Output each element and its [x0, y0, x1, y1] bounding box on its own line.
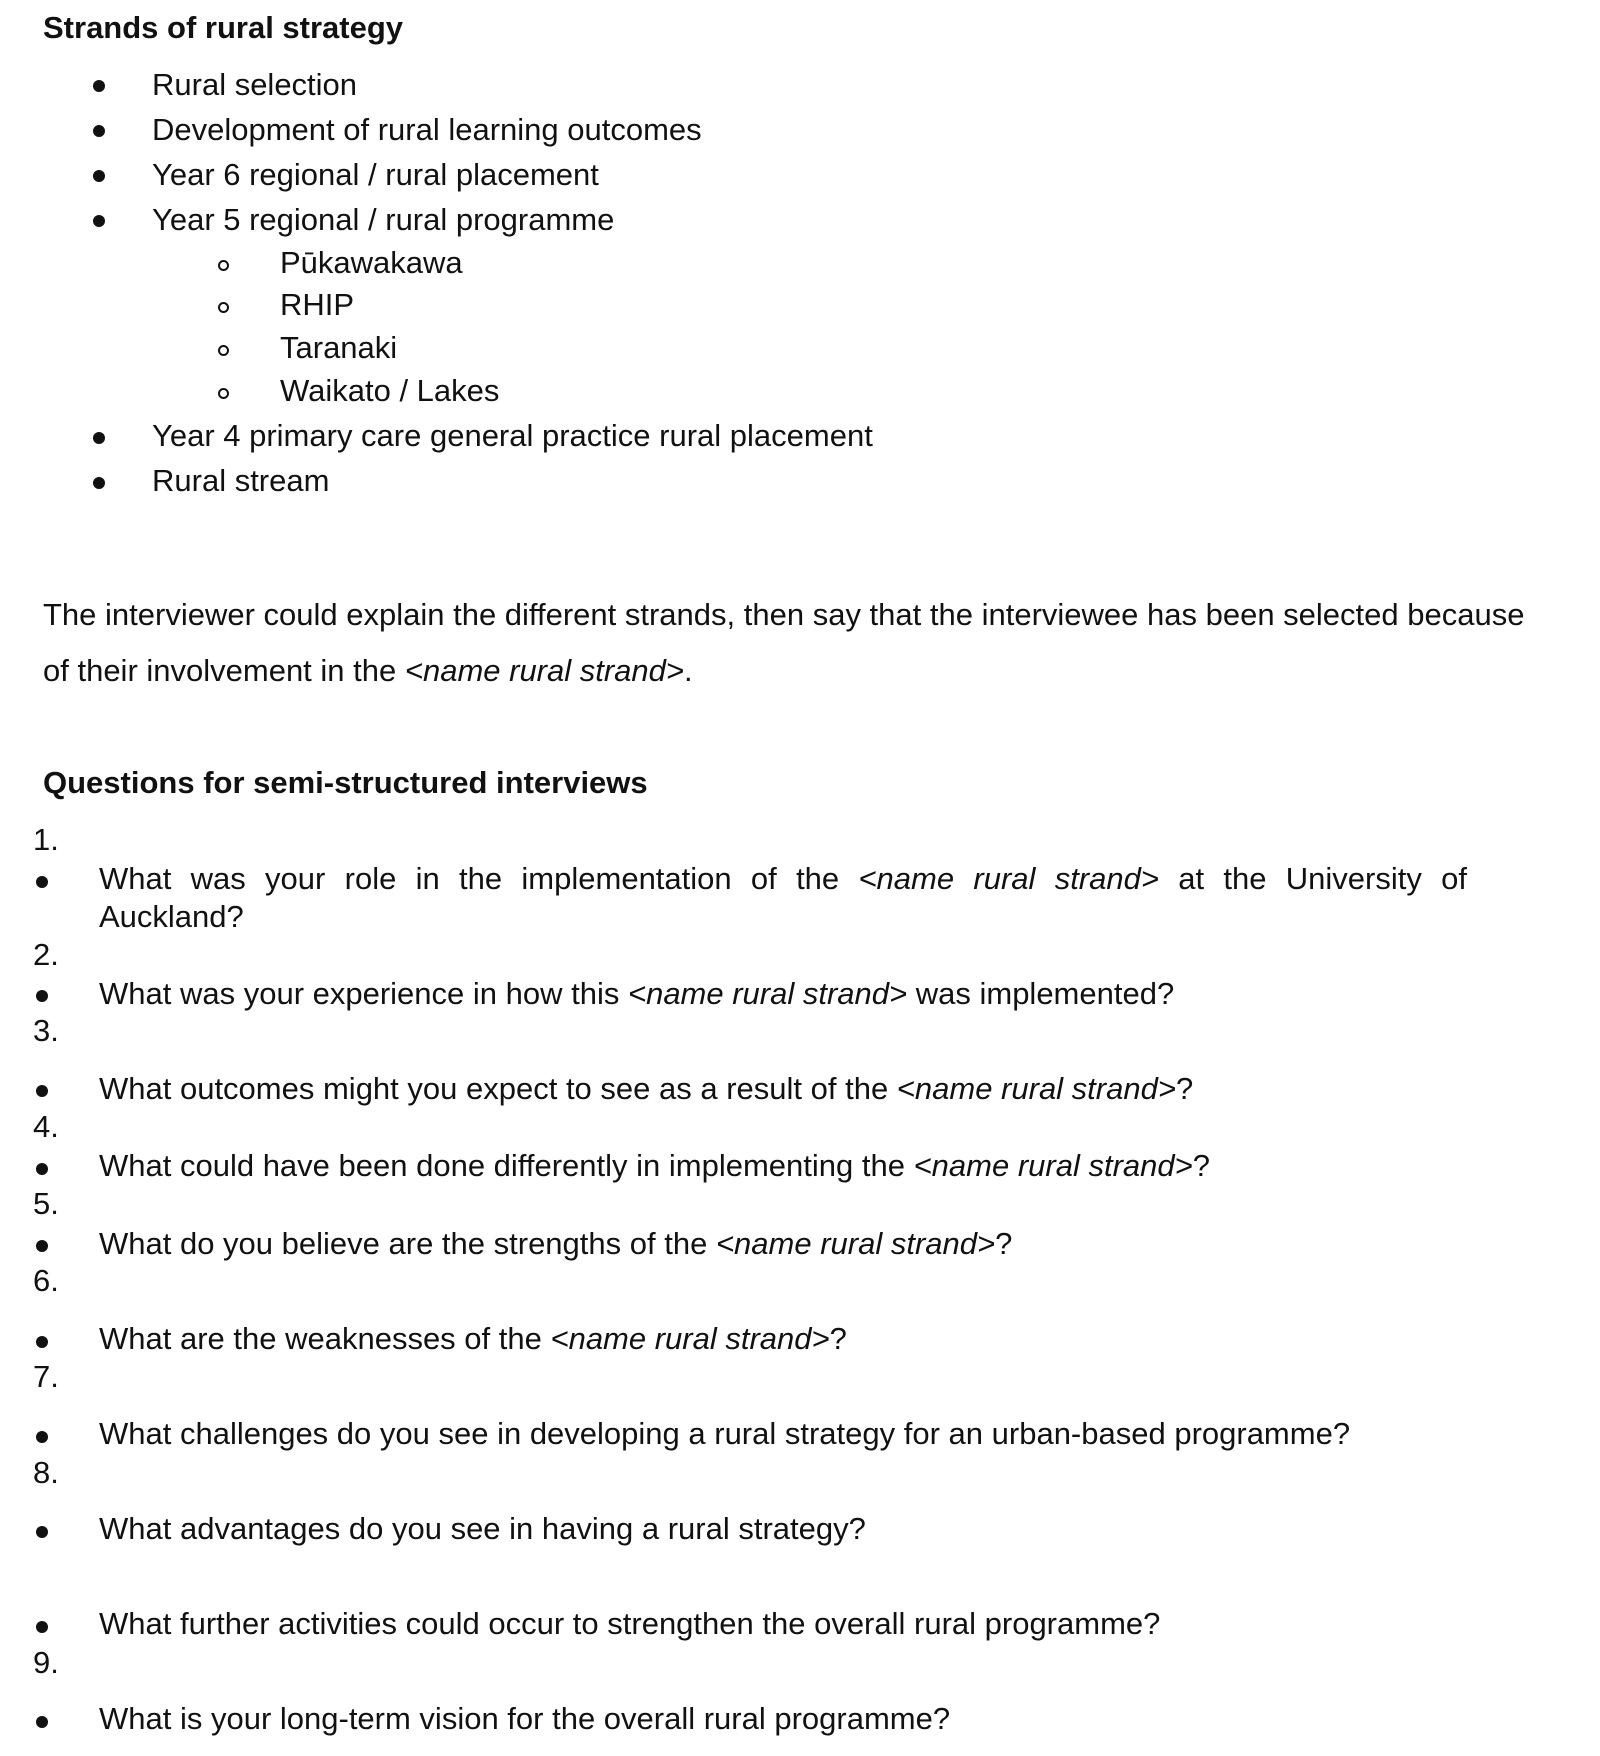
- question-number: 5.: [33, 1186, 59, 1221]
- bullet-icon: [36, 1621, 48, 1633]
- question-line: Auckland?: [99, 899, 244, 934]
- circle-bullet-icon: [218, 260, 229, 271]
- strand-item: Rural selection: [152, 67, 358, 102]
- question-line: What challenges do you see in developing a rural strategy for an urban-based programme?: [99, 1416, 1351, 1451]
- question-number: 6.: [33, 1263, 59, 1298]
- bullet-icon: [93, 125, 105, 137]
- bullet-icon: [93, 477, 105, 489]
- bullet-icon: [93, 215, 105, 227]
- bullet-icon: [36, 876, 48, 888]
- question-line: What further activities could occur to strengthen the overall rural programme?: [99, 1606, 1161, 1641]
- question-number: 1.: [33, 822, 59, 857]
- question-line: What are the weaknesses of the <name rural strand>?: [99, 1321, 847, 1356]
- strand-subitem: Taranaki: [280, 330, 398, 365]
- strand-item: Year 4 primary care general practice rural placement: [152, 418, 873, 453]
- question-number: 9.: [33, 1645, 59, 1680]
- bullet-icon: [36, 1163, 48, 1175]
- bullet-icon: [36, 1526, 48, 1538]
- strand-subitem: Pūkawakawa: [280, 245, 463, 280]
- strands-heading: Strands of rural strategy: [43, 10, 404, 45]
- strand-item: Year 5 regional / rural programme: [152, 202, 615, 237]
- circle-bullet-icon: [218, 302, 229, 313]
- question-number: 4.: [33, 1109, 59, 1144]
- bullet-icon: [93, 80, 105, 92]
- strand-subitem: Waikato / Lakes: [280, 373, 500, 408]
- circle-bullet-icon: [218, 388, 229, 399]
- strand-subitem: RHIP: [280, 287, 355, 322]
- explanation-line: The interviewer could explain the different strands, then say that the interviewee has been selected because: [43, 597, 1525, 632]
- question-number: 8.: [33, 1455, 59, 1490]
- bullet-icon: [36, 1240, 48, 1252]
- question-line: What was your role in the implementation of the <name rural strand> at the University of: [99, 861, 1467, 896]
- bullet-icon: [36, 990, 48, 1002]
- question-number: 3.: [33, 1013, 59, 1048]
- question-line: What outcomes might you expect to see as a result of the <name rural strand>?: [99, 1071, 1194, 1106]
- question-number: 7.: [33, 1359, 59, 1394]
- circle-bullet-icon: [218, 345, 229, 356]
- bullet-icon: [36, 1085, 48, 1097]
- bullet-icon: [36, 1431, 48, 1443]
- strand-item: Rural stream: [152, 463, 330, 498]
- bullet-icon: [36, 1716, 48, 1728]
- bullet-icon: [93, 170, 105, 182]
- questions-heading: Questions for semi-structured interviews: [43, 765, 648, 800]
- bullet-icon: [36, 1336, 48, 1348]
- question-line: What was your experience in how this <name rural strand> was implemented?: [99, 976, 1175, 1011]
- strand-item: Development of rural learning outcomes: [152, 112, 702, 147]
- question-line: What could have been done differently in implementing the <name rural strand>?: [99, 1148, 1210, 1183]
- question-number: 2.: [33, 937, 59, 972]
- question-line: What do you believe are the strengths of the <name rural strand>?: [99, 1226, 1013, 1261]
- question-line: What is your long-term vision for the overall rural programme?: [99, 1701, 951, 1736]
- explanation-line: of their involvement in the <name rural strand>.: [43, 653, 693, 688]
- bullet-icon: [93, 432, 105, 444]
- question-line: What advantages do you see in having a rural strategy?: [99, 1511, 866, 1546]
- strand-item: Year 6 regional / rural placement: [152, 157, 599, 192]
